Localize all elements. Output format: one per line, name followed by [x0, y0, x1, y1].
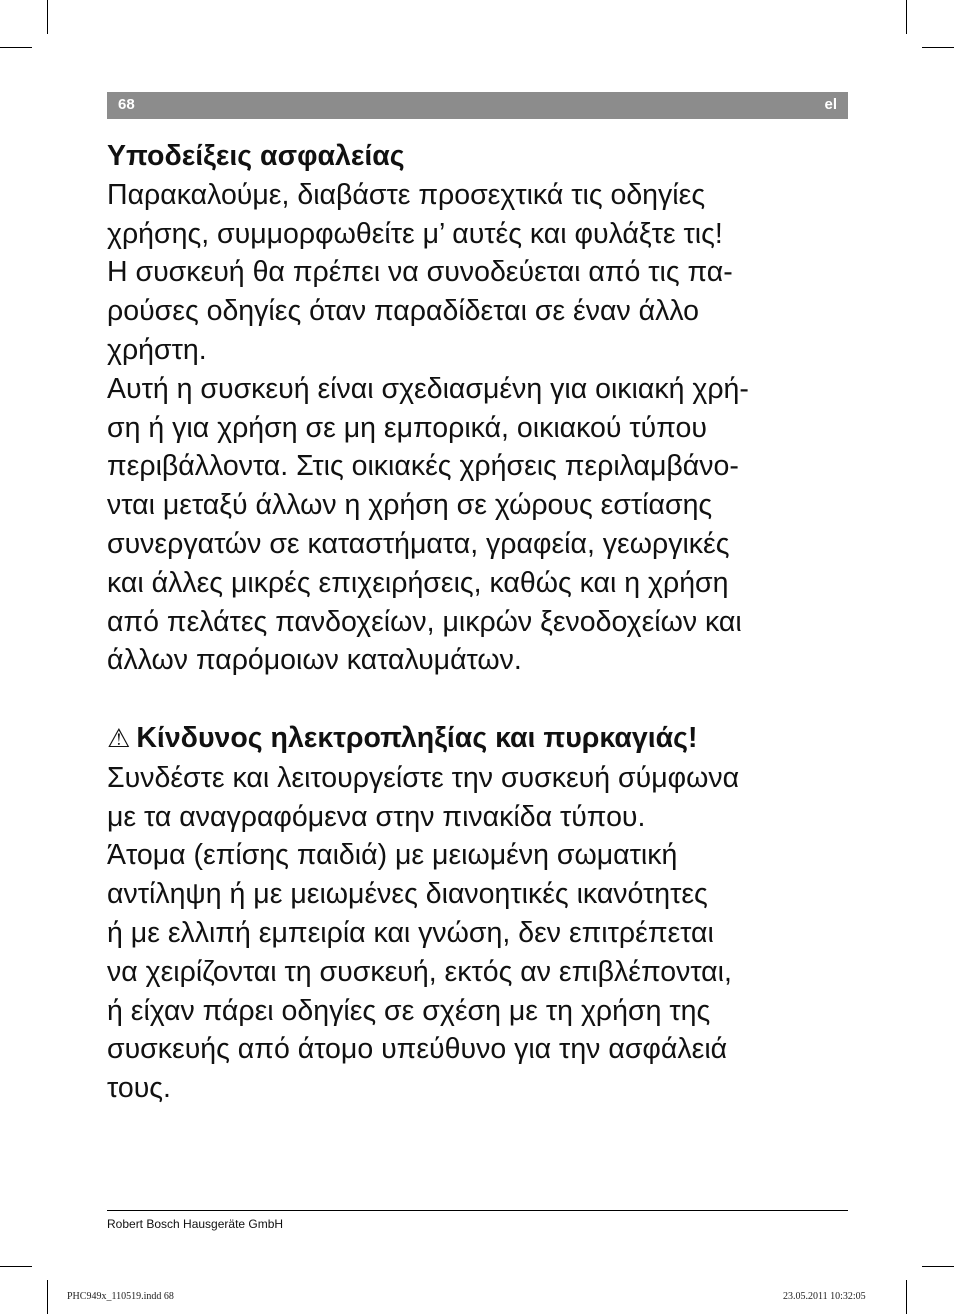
page-content — [107, 137, 852, 1108]
text-line: αντίληψη ή με μειωμένες διανοητικές ικανότητες — [107, 878, 708, 911]
text-line: περιβάλλοντα. Στις οικιακές χρήσεις περιλαμβάνο- — [107, 450, 739, 483]
page-header-bar — [107, 92, 848, 119]
warning-paragraph-1 — [107, 759, 852, 837]
safety-paragraph-1 — [107, 176, 852, 370]
crop-mark-top-left-horizontal — [0, 47, 32, 48]
text-line: συσκευής από άτομο υπεύθυνο για την ασφάλειά — [107, 1033, 728, 1066]
warning-heading-text: Κίνδυνος ηλεκτροπληξίας και πυρκαγιάς! — [136, 721, 698, 754]
print-slug-file: PHC949x_110519.indd 68 — [67, 1291, 174, 1302]
paragraph-gap — [107, 680, 852, 719]
text-line: Παρακαλούμε, διαβάστε προσεχτικά τις οδηγίες — [107, 178, 706, 211]
text-line: ή είχαν πάρει οδηγίες σε σχέση με τη χρήση της — [107, 994, 711, 1027]
text-line: Άτομα (επίσης παιδιά) με μειωμένη σωματική — [107, 839, 678, 872]
text-line: να χειρίζονται τη συσκευή, εκτός αν επιβλέπονται, — [107, 955, 732, 988]
text-line: νται μεταξύ άλλων η χρήση σε χώρους εστίασης — [107, 489, 713, 522]
language-code: el — [824, 96, 837, 113]
crop-mark-bottom-right-vertical — [906, 1280, 907, 1314]
page-number: 68 — [118, 96, 135, 113]
text-line: από πελάτες πανδοχείων, μικρών ξενοδοχείων και — [107, 605, 742, 638]
text-line: ση ή για χρήση σε μη εμπορικά, οικιακού τύπου — [107, 411, 707, 444]
text-line: χρήσης, συμμορφωθείτε μ’ αυτές και φυλάξτε τις! — [107, 217, 723, 250]
text-line: Αυτή η συσκευή είναι σχεδιασμένη για οικιακή χρή- — [107, 372, 749, 405]
text-line: Η συσκευή θα πρέπει να συνοδεύεται από τις πα- — [107, 256, 733, 289]
text-line: με τα αναγραφόμενα στην πινακίδα τύπου. — [107, 800, 646, 833]
footer-rule — [107, 1210, 848, 1211]
print-slug-date: 23.05.2011 10:32:05 — [783, 1291, 866, 1302]
safety-heading: Υποδείξεις ασφαλείας — [107, 140, 405, 172]
warning-heading — [107, 719, 852, 759]
footer-company: Robert Bosch Hausgeräte GmbH — [107, 1217, 284, 1231]
safety-paragraph-2 — [107, 370, 852, 680]
text-line: ή με ελλιπή εμπειρία και γνώση, δεν επιτρέπεται — [107, 916, 714, 949]
crop-mark-top-left-vertical — [47, 0, 48, 34]
crop-mark-bottom-left-vertical — [47, 1280, 48, 1314]
warning-triangle-icon: ⚠ — [107, 723, 131, 754]
text-line: Συνδέστε και λειτουργείστε την συσκευή σύμφωνα — [107, 761, 740, 794]
text-line: συνεργατών σε καταστήματα, γραφεία, γεωργικές — [107, 527, 730, 560]
crop-mark-bottom-left-horizontal — [0, 1266, 32, 1267]
text-line: χρήστη. — [107, 333, 207, 366]
text-line: ρούσες οδηγίες όταν παραδίδεται σε έναν άλλο — [107, 295, 700, 328]
warning-paragraph-2 — [107, 836, 852, 1108]
crop-mark-top-right-vertical — [906, 0, 907, 34]
text-line: και άλλες μικρές επιχειρήσεις, καθώς και η χρήση — [107, 566, 729, 599]
text-line: άλλων παρόμοιων καταλυμάτων. — [107, 644, 522, 677]
crop-mark-top-right-horizontal — [922, 47, 954, 48]
crop-mark-bottom-right-horizontal — [922, 1266, 954, 1267]
text-line: τους. — [107, 1072, 171, 1105]
